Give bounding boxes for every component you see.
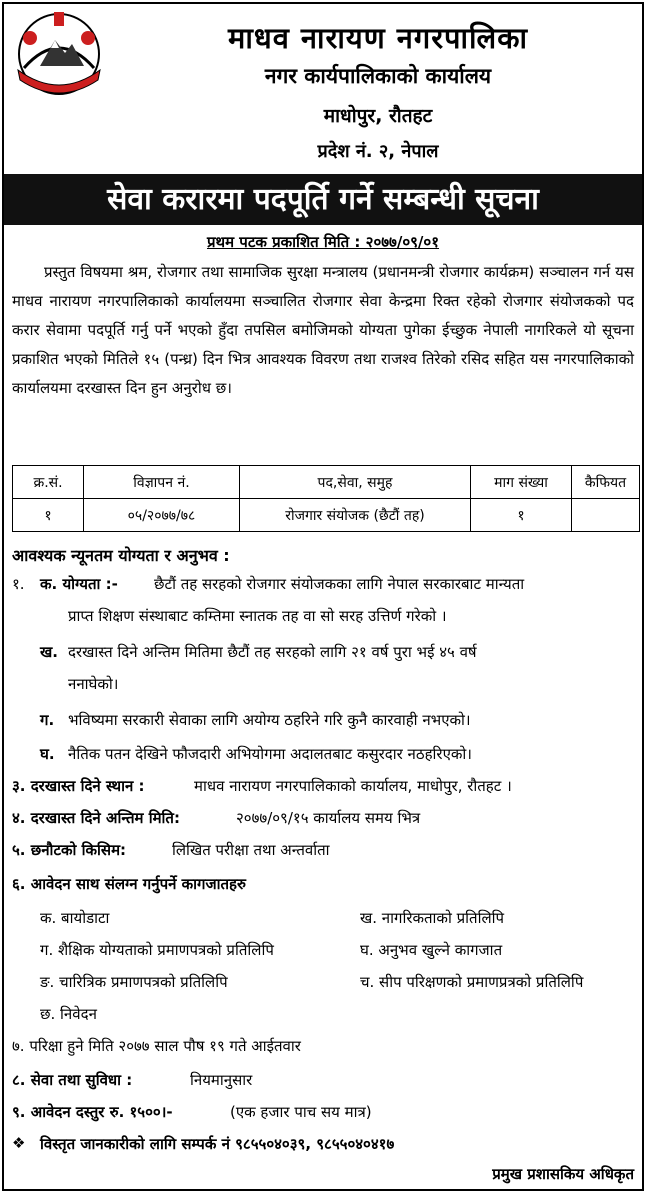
vacancy-table <box>12 465 640 532</box>
item9-label: ९. आवेदन दस्तुर रु. १५००।- <box>12 1103 173 1121</box>
item9-value: (एक हजार पाच सय मात्र) <box>230 1103 372 1121</box>
item5-value: लिखित परीक्षा तथा अन्तर्वाता <box>172 841 330 859</box>
item4-value: २०७७/०९/१५ कार्यालय समय भित्र <box>236 809 421 827</box>
doc-citizenship: ख. नागरिकताको प्रतिलिपि <box>360 909 505 927</box>
req-gha-text: नैतिक पतन देखिने फौजदारी अभियोगमा अदालतबाट कसुरदार नठहरिएको। <box>68 745 472 763</box>
province-line: प्रदेश नं. २, नेपाल <box>317 141 439 162</box>
req-kha-line1: दरखास्त दिने अन्तिम मितिमा छैटौं तह सरहको लागि २१ वर्ष पुरा भई ४५ वर्ष <box>68 643 477 661</box>
doc-education: ग. शैक्षिक योग्यताको प्रमाणपत्रको प्रतिलिपि <box>40 941 274 959</box>
cell-remarks <box>572 499 640 532</box>
notice-page <box>2 2 644 1191</box>
req-ka-line2: प्राप्त शिक्षण संस्थाबाट कम्तिमा स्नातक तह वा सो सरह उत्तिर्ण गरेको । <box>68 607 447 625</box>
signature: प्रमुख प्रशासकिय अधिकृत <box>492 1165 634 1183</box>
item3-value: माधव नारायण नगरपालिकाको कार्यालय, माधोपुर, रौतहट । <box>194 777 512 795</box>
intro-paragraph: प्रस्तुत विषयमा श्रम, रोजगार तथा सामाजिक सुरक्षा मन्त्रालय (प्रधानमन्त्री रोजगार कार्यक्रम) सञ्चालन गर्न यस माधव नारायण नगरपालिकाको कार्यालयमा सञ्चालित रोजगार सेवा केन्द्रमा रिक्त रहेको रोजगार संयोजकको पद करार सेवामा पदपूर्ति गर्नु पर्ने भएको हुँदा तपसिल बमोजिमको योग्यता पुगेका ईच्छुक नेपाली नागरिकले यो सूचना प्रकाशित भएको मितिले १५ (पन्ध्र) दिन भित्र आवश्यक विवरण तथा राजश्व तिरेको रसिद सहित यस नगरपालिकाको कार्यालयमा दरखास्त दिन हुन अनुरोध छ। <box>12 263 634 397</box>
item5-label: ५. छनौटको किसिम: <box>12 841 127 859</box>
contact-bullet-icon: ❖ <box>12 1134 26 1152</box>
contact-line: विस्तृत जानकारीको लागि सम्पर्क नं ९८५५०४०३९, ९८५५०४०४१७ <box>40 1135 395 1153</box>
office-location: माधोपुर, रौतहट <box>323 105 433 127</box>
req-kha-line2: ननाघेको। <box>68 675 119 693</box>
item3-label: ३. दरखास्त दिने स्थान : <box>12 777 145 795</box>
table-row <box>13 499 640 532</box>
req-gha-label: घ. <box>40 745 55 763</box>
office-name: नगर कार्यपालिकाको कार्यालय <box>264 64 492 88</box>
doc-skill-test: च. सीप परिक्षणको प्रमाणप्रत्रको प्रतिलिपि <box>360 973 584 991</box>
doc-application: छ. निवेदन <box>40 1005 97 1023</box>
published-date: प्रथम पटक प्रकाशित मिति : २०७७/०९/०१ <box>206 233 440 251</box>
req-kha-label: ख. <box>40 643 58 661</box>
cell-position: रोजगार संयोजक (छैटौं तह) <box>240 499 471 532</box>
municipality-name: माधव नारायण नगरपालिका <box>228 21 528 55</box>
cell-ad-number: ०५/२०७७/७८ <box>84 499 240 532</box>
cell-serial: १ <box>13 499 84 532</box>
item8-label: ८. सेवा तथा सुविधा : <box>12 1071 133 1089</box>
nepal-emblem-icon <box>10 8 108 98</box>
req-ga-text: भविष्यमा सरकारी सेवाका लागि अयोग्य ठहरिने गरि कुनै कारवाही नभएको। <box>68 711 471 729</box>
notice-title-banner: सेवा करारमा पदपूर्ति गर्ने सम्बन्धी सूचना <box>4 174 642 225</box>
requirements-heading: आवश्यक न्यूनतम योग्यता र अनुभव : <box>12 546 230 565</box>
item7: ७. परिक्षा हुने मिति २०७७ साल पौष १९ गते आईतवार <box>12 1037 301 1055</box>
doc-character: ङ. चारित्रिक प्रमाणपत्रको प्रतिलिपि <box>40 973 228 991</box>
col-remarks: कैफियत <box>572 466 640 499</box>
req-ga-label: ग. <box>40 711 55 729</box>
doc-experience: घ. अनुभव खुल्ने कागजात <box>360 941 503 959</box>
req-number: १. <box>12 575 25 593</box>
header <box>4 4 642 174</box>
col-demand: माग संख्या <box>471 466 572 499</box>
col-serial: क्र.सं. <box>13 466 84 499</box>
table-header-row <box>13 466 640 499</box>
item8-value: नियमानुसार <box>190 1071 253 1089</box>
req-ka-label: क. योग्यता :- <box>40 575 118 593</box>
col-ad-number: विज्ञापन नं. <box>84 466 240 499</box>
item4-label: ४. दरखास्त दिने अन्तिम मिति: <box>12 809 180 827</box>
doc-biodata: क. बायोडाटा <box>40 909 110 927</box>
item6-label: ६. आवेदन साथ संलग्न गर्नुपर्ने कागजातहरु <box>12 875 246 893</box>
req-ka-line1: छैटौं तह सरहको रोजगार संयोजकका लागि नेपाल सरकारबाट मान्यता <box>154 575 525 593</box>
cell-demand: १ <box>471 499 572 532</box>
col-position: पद,सेवा, समुह <box>240 466 471 499</box>
